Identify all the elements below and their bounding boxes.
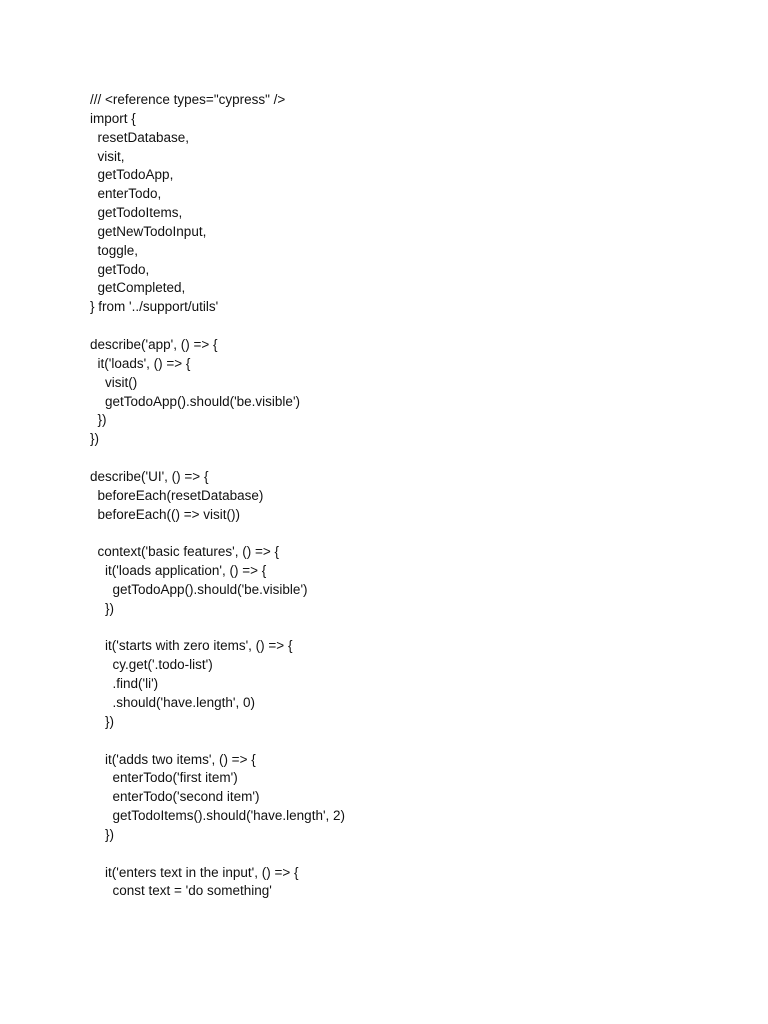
blank-line — [90, 317, 345, 336]
code-line: enterTodo, — [90, 186, 162, 202]
code-line: const text = 'do something' — [90, 883, 272, 899]
code-line: visit() — [90, 374, 138, 390]
code-line: getTodoApp().should('be.visible') — [90, 581, 308, 597]
code-line: }) — [90, 431, 100, 447]
code-line: enterTodo('second item') — [90, 789, 260, 805]
code-line: it('loads', () => { — [90, 355, 191, 371]
code-line: import { — [90, 110, 136, 126]
code-line: cy.get('.todo-list') — [90, 657, 213, 673]
code-line: getNewTodoInput, — [90, 223, 207, 239]
blank-line — [90, 449, 345, 468]
code-line: }) — [90, 713, 115, 729]
code-line: enterTodo('first item') — [90, 770, 238, 786]
blank-line — [90, 619, 345, 638]
code-line: context('basic features', () => { — [90, 544, 279, 560]
code-line: getTodoApp, — [90, 167, 174, 183]
code-line: getCompleted, — [90, 280, 186, 296]
code-line: }) — [90, 826, 115, 842]
code-line: getTodo, — [90, 261, 150, 277]
code-line: toggle, — [90, 242, 139, 258]
code-line: getTodoItems().should('have.length', 2) — [90, 808, 346, 824]
code-line: resetDatabase, — [90, 129, 190, 145]
code-line: it('enters text in the input', () => { — [90, 864, 299, 880]
code-line: beforeEach(() => visit()) — [90, 506, 241, 522]
code-line: getTodoItems, — [90, 205, 183, 221]
code-line: } from '../support/utils' — [90, 299, 219, 315]
code-line: it('adds two items', () => { — [90, 751, 256, 767]
code-line: it('starts with zero items', () => { — [90, 638, 293, 654]
blank-line — [90, 732, 345, 751]
code-line: .should('have.length', 0) — [90, 695, 255, 710]
code-line: it('loads application', () => { — [90, 563, 267, 579]
code-line: describe('UI', () => { — [90, 468, 209, 484]
code-line: }) — [90, 412, 107, 428]
code-listing — [90, 91, 345, 901]
blank-line — [90, 524, 345, 543]
code-line: getTodoApp().should('be.visible') — [90, 393, 301, 409]
code-line: .find('li') — [90, 676, 159, 692]
code-line: }) — [90, 600, 115, 616]
code-line: /// <reference types="cypress" /> — [90, 92, 286, 107]
blank-line — [90, 845, 345, 864]
code-line: visit, — [90, 148, 125, 164]
code-line: describe('app', () => { — [90, 336, 218, 352]
code-line: beforeEach(resetDatabase) — [90, 487, 264, 503]
